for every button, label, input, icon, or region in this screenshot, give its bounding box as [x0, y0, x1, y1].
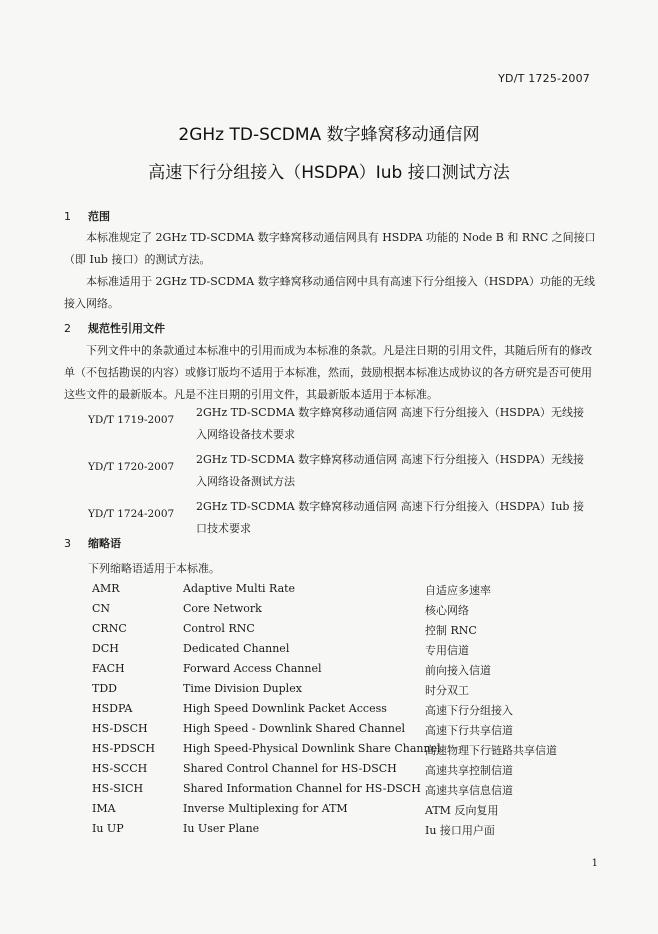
section-title: 缩略语	[88, 537, 121, 550]
abbreviation-code: HS-PDSCH	[92, 742, 156, 755]
abbreviation-chinese: 高速共享控制信道	[425, 764, 513, 777]
reference-item	[64, 402, 600, 449]
section-1-paragraph-1: 本标准规定了 2GHz TD-SCDMA 数字蜂窝移动通信网具有 HSDPA 功能的 Node B 和 RNC 之间接口（即 Iub 接口）的测试方法。	[64, 231, 596, 266]
reference-title: 2GHz TD-SCDMA 数字蜂窝移动通信网 高速下行分组接入（HSDPA）Iub 接口技术要求	[196, 500, 584, 535]
abbreviation-code: HSDPA	[92, 702, 133, 715]
abbreviation-english: Inverse Multiplexing for ATM	[183, 802, 348, 815]
abbreviation-english: High Speed - Downlink Shared Channel	[183, 722, 406, 735]
abbreviation-row	[92, 742, 592, 762]
section-number: 1	[64, 210, 71, 223]
abbreviation-english: Core Network	[183, 602, 262, 615]
abbreviation-row	[92, 662, 592, 682]
abbreviation-english: Dedicated Channel	[183, 642, 290, 655]
reference-item	[64, 449, 600, 496]
abbreviation-chinese: ATM 反向复用	[425, 804, 499, 817]
abbreviation-row	[92, 702, 592, 722]
section-number: 2	[64, 322, 71, 335]
title-line-2: 高速下行分组接入（HSDPA）Iub 接口测试方法	[148, 163, 510, 183]
abbreviation-table	[92, 582, 592, 842]
abbreviation-chinese: 核心网络	[425, 604, 469, 617]
abbreviation-chinese: 控制 RNC	[425, 624, 477, 637]
abbreviation-row	[92, 822, 592, 842]
abbreviation-code: Iu UP	[92, 822, 124, 835]
abbreviation-chinese: Iu 接口用户面	[425, 824, 495, 837]
abbreviation-code: DCH	[92, 642, 119, 655]
reference-item	[64, 496, 600, 543]
abbreviation-chinese: 高速物理下行链路共享信道	[425, 744, 557, 757]
section-title: 范围	[88, 210, 110, 223]
abbreviation-code: IMA	[92, 802, 116, 815]
section-2-paragraph: 下列文件中的条款通过本标准中的引用而成为本标准的条款。凡是注日期的引用文件，其随后所有的修改单（不包括勘误的内容）或修订版均不适用于本标准，然而，鼓励根据本标准达成协议的各方研究是否可使用这些文件的最新版本。凡是不注日期的引用文件，其最新版本适用于本标准。	[64, 344, 592, 401]
abbreviation-row	[92, 782, 592, 802]
reference-code: YD/T 1719-2007	[88, 414, 175, 426]
abbreviation-english: Forward Access Channel	[183, 662, 322, 675]
abbreviation-code: AMR	[92, 582, 120, 595]
document-number: YD/T 1725-2007	[498, 72, 590, 85]
abbreviation-code: HS-SCCH	[92, 762, 148, 775]
abbreviation-chinese: 高速下行共享信道	[425, 724, 513, 737]
abbreviation-english: Control RNC	[183, 622, 255, 635]
abbreviation-row	[92, 762, 592, 782]
reference-title: 2GHz TD-SCDMA 数字蜂窝移动通信网 高速下行分组接入（HSDPA）无线接入网络设备测试方法	[196, 453, 585, 488]
abbreviation-code: HS-DSCH	[92, 722, 148, 735]
abbreviation-intro: 下列缩略语适用于本标准。	[88, 562, 220, 575]
abbreviation-code: CRNC	[92, 622, 127, 635]
abbreviation-english: Iu User Plane	[183, 822, 260, 835]
abbreviation-code: TDD	[92, 682, 117, 695]
abbreviation-row	[92, 722, 592, 742]
abbreviation-chinese: 时分双工	[425, 684, 469, 697]
reference-title: 2GHz TD-SCDMA 数字蜂窝移动通信网 高速下行分组接入（HSDPA）无线接入网络设备技术要求	[196, 406, 585, 441]
abbreviation-row	[92, 802, 592, 822]
abbreviation-english: High Speed Downlink Packet Access	[183, 702, 387, 715]
abbreviation-chinese: 自适应多速率	[425, 584, 491, 597]
abbreviation-code: CN	[92, 602, 111, 615]
abbreviation-row	[92, 682, 592, 702]
section-2-heading	[64, 320, 165, 336]
title-line-1: 2GHz TD-SCDMA 数字蜂窝移动通信网	[178, 125, 480, 145]
page-number: 1	[591, 858, 598, 869]
reference-code: YD/T 1720-2007	[88, 461, 175, 473]
abbreviation-row	[92, 642, 592, 662]
section-1-paragraph-2: 本标准适用于 2GHz TD-SCDMA 数字蜂窝移动通信网中具有高速下行分组接入（HSDPA）功能的无线接入网络。	[64, 275, 595, 310]
abbreviation-english: Time Division Duplex	[183, 682, 302, 695]
abbreviation-row	[92, 582, 592, 602]
abbreviation-chinese: 专用信道	[425, 644, 469, 657]
abbreviation-row	[92, 602, 592, 622]
abbreviation-english: Shared Information Channel for HS-DSCH	[183, 782, 421, 795]
abbreviation-english: High Speed-Physical Downlink Share Channel	[183, 742, 441, 755]
abbreviation-row	[92, 622, 592, 642]
abbreviation-chinese: 高速共享信息信道	[425, 784, 513, 797]
section-3-heading	[64, 535, 121, 551]
section-1-heading	[64, 208, 110, 224]
abbreviation-chinese: 高速下行分组接入	[425, 704, 513, 717]
reference-code: YD/T 1724-2007	[88, 508, 175, 520]
abbreviation-code: HS-SICH	[92, 782, 144, 795]
section-title: 规范性引用文件	[88, 322, 165, 335]
abbreviation-chinese: 前向接入信道	[425, 664, 491, 677]
abbreviation-english: Adaptive Multi Rate	[183, 582, 296, 595]
reference-list	[64, 402, 600, 543]
section-number: 3	[64, 537, 71, 550]
abbreviation-english: Shared Control Channel for HS-DSCH	[183, 762, 397, 775]
abbreviation-code: FACH	[92, 662, 125, 675]
